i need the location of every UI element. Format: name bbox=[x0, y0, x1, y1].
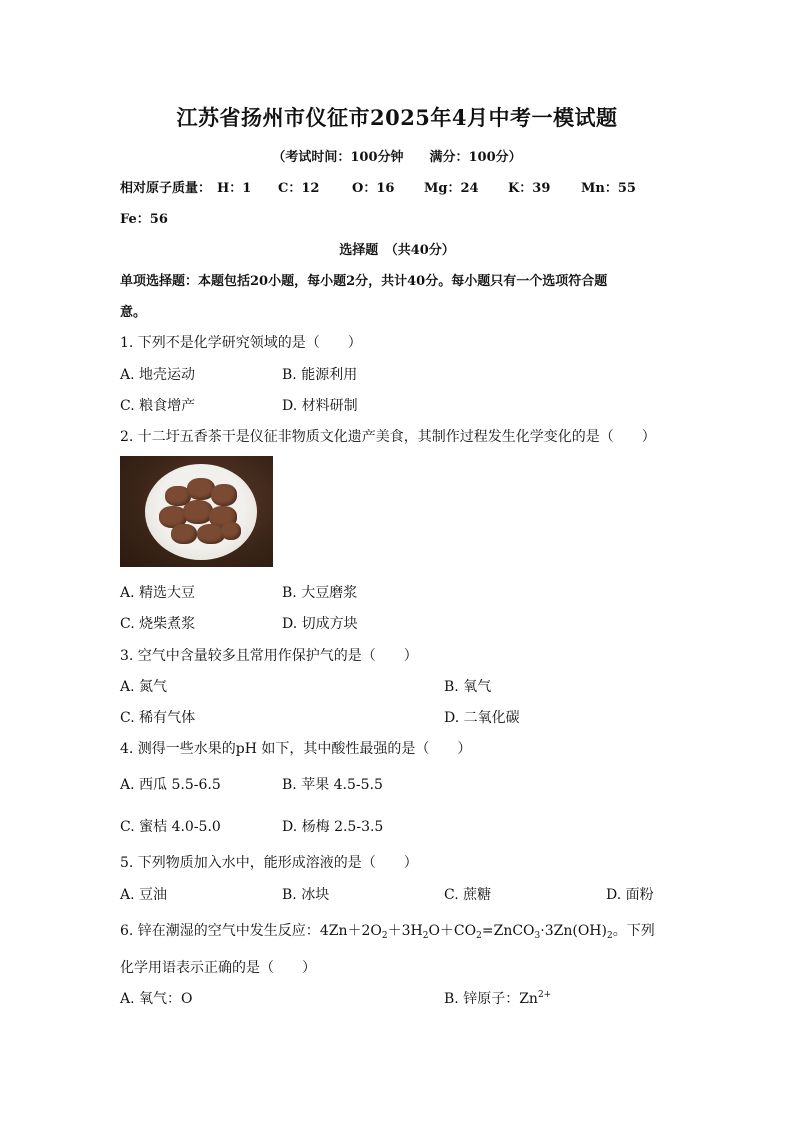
q6-option-b-text: B. 锌原子： bbox=[444, 991, 520, 1007]
q5-option-c: C. 蔗糖 bbox=[444, 887, 492, 903]
question-2-stem: 2. 十二圩五香茶干是仪征非物质文化遗产美食，其制作过程发生化学变化的是（ ） bbox=[120, 429, 656, 445]
section-title: 选择题 （共40分） bbox=[339, 243, 455, 258]
question-6-stem bbox=[120, 920, 655, 941]
atomic-masses-label: 相对原子质量： bbox=[120, 181, 212, 196]
q2-option-a: A. 精选大豆 bbox=[120, 585, 196, 601]
q3-option-c: C. 稀有气体 bbox=[120, 710, 196, 726]
atomic-mass-h: H：1 bbox=[217, 181, 252, 196]
q5-option-a: A. 豆油 bbox=[120, 887, 168, 903]
exam-subtitle: （考试时间：100分钟 满分：100分） bbox=[272, 150, 522, 165]
question-5-stem: 5. 下列物质加入水中，能形成溶液的是（ ） bbox=[120, 855, 418, 871]
atomic-mass-mn: Mn：55 bbox=[581, 181, 636, 196]
plate bbox=[145, 464, 257, 560]
q1-option-b: B. 能源利用 bbox=[282, 367, 358, 383]
q5-option-d: D. 面粉 bbox=[606, 887, 654, 903]
atomic-mass-c: C：12 bbox=[278, 181, 320, 196]
q3-option-d: D. 二氧化碳 bbox=[444, 710, 520, 726]
q2-option-d: D. 切成方块 bbox=[282, 616, 358, 632]
q1-option-d: D. 材料研制 bbox=[282, 398, 358, 414]
q4-option-d: D. 杨梅 2.5-3.5 bbox=[282, 819, 384, 835]
q4-option-b: B. 苹果 4.5-5.5 bbox=[282, 777, 383, 793]
q6-stem-suffix: 。下列 bbox=[612, 923, 655, 939]
q1-option-a: A. 地壳运动 bbox=[120, 367, 196, 383]
tofu-plate-photo bbox=[120, 456, 273, 567]
atomic-mass-k: K：39 bbox=[508, 181, 551, 196]
q3-option-a: A. 氮气 bbox=[120, 679, 168, 695]
q2-option-b: B. 大豆磨浆 bbox=[282, 585, 358, 601]
atomic-mass-fe: Fe：56 bbox=[120, 212, 168, 227]
atomic-mass-mg: Mg：24 bbox=[424, 181, 479, 196]
q4-option-a: A. 西瓜 5.5-6.5 bbox=[120, 777, 221, 793]
question-6-stem-line-2: 化学用语表示正确的是（ ） bbox=[120, 960, 316, 976]
q5-option-b: B. 冰块 bbox=[282, 887, 330, 903]
q6-option-a: A. 氧气：O bbox=[120, 991, 193, 1007]
reaction-equation: $4Zn+2O_2+3H_2O+CO_2=ZnCO_3\cdot 3Zn(OH)_2$ bbox=[319, 923, 613, 941]
zinc-ion-formula: $Zn^{2+}$ bbox=[519, 990, 552, 1007]
instructions-line-1: 单项选择题：本题包括20小题，每小题2分，共计40分。每小题只有一个选项符合题 bbox=[120, 274, 608, 289]
q2-option-c: C. 烧柴煮浆 bbox=[120, 616, 196, 632]
question-3-stem: 3. 空气中含量较多且常用作保护气的是（ ） bbox=[120, 648, 418, 664]
exam-title: 江苏省扬州市仪征市2025年4月中考一模试题 bbox=[176, 105, 618, 130]
atomic-mass-o: O：16 bbox=[352, 181, 395, 196]
q6-option-b bbox=[444, 988, 551, 1008]
instructions-line-2: 意。 bbox=[120, 305, 147, 320]
q4-option-c: C. 蜜桔 4.0-5.0 bbox=[120, 819, 221, 835]
q1-option-c: C. 粮食增产 bbox=[120, 398, 196, 414]
question-1-stem: 1. 下列不是化学研究领域的是（ ） bbox=[120, 335, 362, 351]
q6-stem-prefix: 6. 锌在潮湿的空气中发生反应： bbox=[120, 923, 320, 939]
question-4-stem: 4. 测得一些水果的pH 如下，其中酸性最强的是（ ） bbox=[120, 741, 472, 757]
q3-option-b: B. 氧气 bbox=[444, 679, 492, 695]
